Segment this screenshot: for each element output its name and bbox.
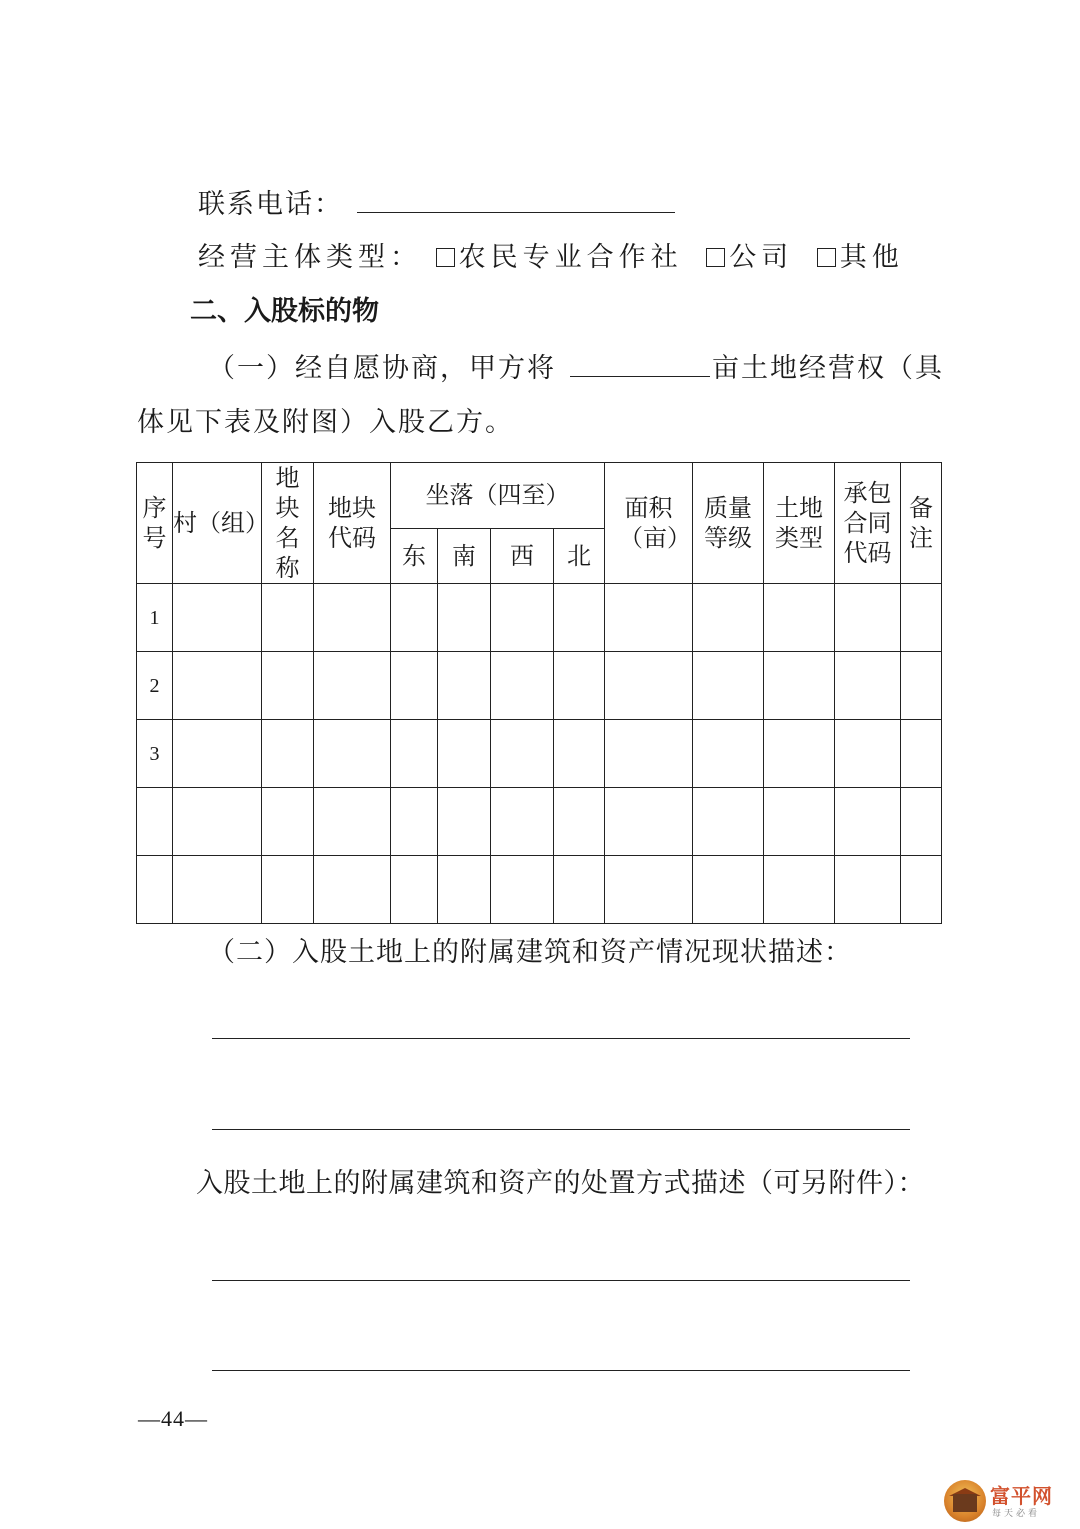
header-north: 北 — [554, 528, 605, 583]
table-cell[interactable] — [314, 788, 391, 856]
table-cell[interactable] — [835, 652, 901, 720]
table-cell[interactable] — [605, 652, 693, 720]
header-plot-code: 地块代码 — [314, 463, 391, 584]
watermark-tagline: 每天必看 — [992, 1509, 1041, 1519]
table-cell[interactable] — [764, 652, 835, 720]
option-cooperative: 农民专业合作社 — [436, 242, 683, 273]
description-line-2[interactable] — [212, 1129, 910, 1130]
table-row — [137, 856, 942, 924]
table-cell[interactable] — [262, 788, 314, 856]
table-cell[interactable] — [554, 788, 605, 856]
row-seq: 2 — [137, 652, 173, 720]
watermark-logo — [944, 1480, 1072, 1524]
header-location: 坐落（四至） — [391, 463, 605, 529]
table-cell[interactable] — [173, 856, 262, 924]
checkbox-cooperative[interactable] — [436, 248, 455, 267]
table-cell[interactable] — [438, 720, 491, 788]
header-quality: 质量等级 — [693, 463, 764, 584]
checkbox-company[interactable] — [706, 248, 725, 267]
table-cell[interactable] — [173, 788, 262, 856]
table-cell[interactable] — [554, 720, 605, 788]
table-cell[interactable] — [491, 788, 554, 856]
table-cell[interactable] — [554, 652, 605, 720]
header-area: 面积（亩） — [605, 463, 693, 584]
table-cell[interactable] — [901, 856, 942, 924]
entity-type-label: 经营主体类型： — [198, 242, 422, 273]
row-seq — [137, 788, 173, 856]
row-seq: 3 — [137, 720, 173, 788]
option-other: 其他 — [817, 242, 904, 273]
table-cell[interactable] — [835, 720, 901, 788]
table-cell[interactable] — [438, 856, 491, 924]
table-cell[interactable] — [491, 856, 554, 924]
page-number: —44— — [138, 1406, 208, 1431]
table-cell[interactable] — [391, 720, 438, 788]
option-company: 公司 — [706, 242, 793, 273]
header-plot-name: 地块名称 — [262, 463, 314, 584]
table-row — [137, 652, 942, 720]
table-cell[interactable] — [491, 584, 554, 652]
header-remarks: 备注 — [901, 463, 942, 584]
table-cell[interactable] — [693, 720, 764, 788]
table-cell[interactable] — [391, 856, 438, 924]
para1-line2: 体见下表及附图）入股乙方。 — [137, 407, 514, 438]
description-line-1[interactable] — [212, 1038, 910, 1039]
header-land-type: 土地类型 — [764, 463, 835, 584]
table-cell[interactable] — [605, 856, 693, 924]
land-plot-table — [136, 462, 942, 924]
table-cell[interactable] — [764, 720, 835, 788]
table-cell[interactable] — [262, 584, 314, 652]
table-cell[interactable] — [262, 652, 314, 720]
row-seq: 1 — [137, 584, 173, 652]
table-cell[interactable] — [314, 584, 391, 652]
table-cell[interactable] — [262, 720, 314, 788]
table-row — [137, 720, 942, 788]
table-cell[interactable] — [901, 720, 942, 788]
header-east: 东 — [391, 528, 438, 583]
table-cell[interactable] — [314, 856, 391, 924]
table-cell[interactable] — [391, 584, 438, 652]
table-cell[interactable] — [605, 788, 693, 856]
table-cell[interactable] — [901, 788, 942, 856]
watermark-name: 富平网 — [990, 1484, 1053, 1508]
building-icon — [944, 1480, 986, 1522]
table-cell[interactable] — [764, 584, 835, 652]
para1-suffix: 亩土地经营权（具 — [712, 353, 944, 384]
table-cell[interactable] — [901, 584, 942, 652]
table-cell[interactable] — [314, 720, 391, 788]
table-cell[interactable] — [438, 788, 491, 856]
table-cell[interactable] — [391, 652, 438, 720]
header-seq: 序号 — [137, 463, 173, 584]
table-row — [137, 584, 942, 652]
table-cell[interactable] — [693, 788, 764, 856]
table-cell[interactable] — [835, 584, 901, 652]
contact-phone-blank — [357, 186, 675, 213]
table-cell[interactable] — [438, 584, 491, 652]
table-cell[interactable] — [605, 584, 693, 652]
table-cell[interactable] — [835, 788, 901, 856]
table-cell[interactable] — [173, 652, 262, 720]
contact-phone-line — [198, 186, 675, 223]
para2-text: （二）入股土地上的附属建筑和资产情况现状描述： — [208, 937, 852, 968]
contact-phone-label: 联系电话： — [198, 189, 343, 220]
table-cell[interactable] — [491, 652, 554, 720]
table-cell[interactable] — [438, 652, 491, 720]
table-cell[interactable] — [262, 856, 314, 924]
table-row — [137, 788, 942, 856]
mu-blank — [570, 350, 710, 377]
table-cell[interactable] — [835, 856, 901, 924]
checkbox-other[interactable] — [817, 248, 836, 267]
table-cell[interactable] — [554, 584, 605, 652]
table-cell[interactable] — [901, 652, 942, 720]
entity-type-line — [198, 240, 904, 276]
table-cell[interactable] — [605, 720, 693, 788]
para1-prefix: （一）经自愿协商，甲方将 — [208, 353, 556, 384]
disposal-line-1[interactable] — [212, 1280, 910, 1281]
table-cell[interactable] — [391, 788, 438, 856]
header-contract-code: 承包合同代码 — [835, 463, 901, 584]
row-seq — [137, 856, 173, 924]
header-west: 西 — [491, 528, 554, 583]
table-cell[interactable] — [173, 584, 262, 652]
section2-title: 二、入股标的物 — [190, 296, 379, 327]
table-cell[interactable] — [491, 720, 554, 788]
para3-text: 入股土地上的附属建筑和资产的处置方式描述（可另附件）： — [196, 1168, 925, 1199]
table-cell[interactable] — [314, 652, 391, 720]
disposal-line-2[interactable] — [212, 1370, 910, 1371]
para1-line1 — [208, 350, 944, 387]
table-cell[interactable] — [693, 856, 764, 924]
table-cell[interactable] — [764, 788, 835, 856]
table-cell[interactable] — [554, 856, 605, 924]
header-south: 南 — [438, 528, 491, 583]
table-cell[interactable] — [764, 856, 835, 924]
table-cell[interactable] — [693, 652, 764, 720]
table-cell[interactable] — [693, 584, 764, 652]
header-village: 村（组） — [173, 463, 262, 584]
table-cell[interactable] — [173, 720, 262, 788]
